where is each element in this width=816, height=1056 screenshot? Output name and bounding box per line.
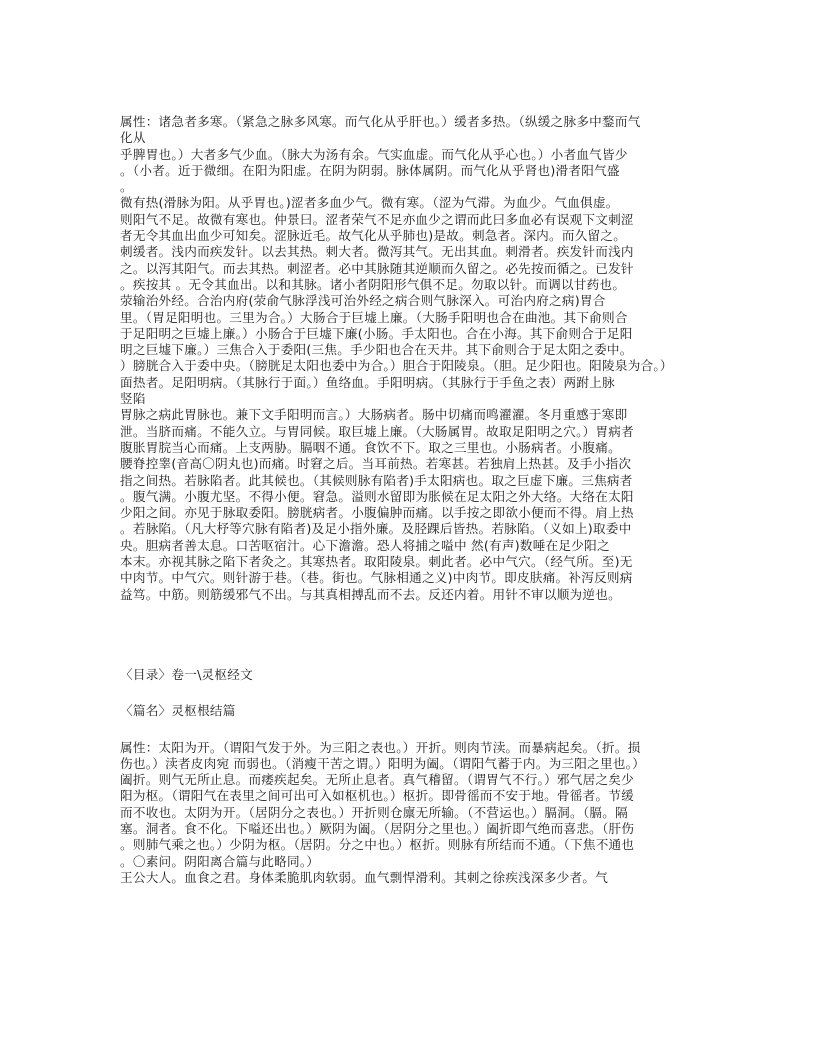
text-line: 。则肺气乘之也。）少阴为枢。（居阴。分之中也。）枢折。则脉有所结而不通。（下焦不通也 bbox=[120, 837, 635, 853]
text-line: ）膀胱合入于委中央。（膀胱足太阳也委中为合。）胆合于阳陵泉。（胆。足少阳也。阳陵泉为合。） bbox=[120, 358, 673, 374]
text-line: 泄。当脐而痛。不能久立。与胃同候。取巨墟上廉。（大肠属胃。故取足阳明之穴。）胃病者 bbox=[120, 423, 634, 439]
text-line: 荥输治外经。合治内府(荥俞气脉浮浅可治外经之病合则气脉深入。可治内府之病)胃合 bbox=[120, 293, 606, 309]
text-line: 阖折。则气无所止息。而痿疾起矣。无所止息者。真气稽留。（谓胃气不行。）邪气居之矣少 bbox=[120, 772, 634, 788]
text-line: 塞。洞者。食不化。下嗌还出也。）厥阴为阖。（居阴分之里也。）阖折即气绝而喜悲。（肝伤 bbox=[120, 820, 635, 836]
text-line: 。〇素问。阴阳离合篇与此略同。） bbox=[120, 853, 320, 869]
spacer bbox=[120, 683, 700, 703]
text-line: 指之间热。若脉陷者。此其候也。（其候则脉有陷者)手太阳病也。取之巨虚下廉。三焦病者 bbox=[120, 472, 633, 488]
text-line: 面热者。足阳明病。（其脉行于面。）鱼络血。手阳明病。（其脉行于手鱼之表）两跗上脉 bbox=[120, 374, 615, 390]
section-attributes-genjie bbox=[120, 740, 700, 887]
text-line: 央。胆病者善太息。口苦呕宿汁。心下澹澹。恐人将捕之嗌中 然(有声)数唾在足少阳之 bbox=[120, 537, 610, 553]
text-line: 胃脉之病此胃脉也。兼下文手阳明而言。）大肠病者。肠中切痛而鸣濯濯。冬月重感于寒即 bbox=[120, 407, 628, 423]
document-page bbox=[120, 114, 700, 886]
text-line: 腰脊控睾(音高〇阴丸也)而痛。时窘之后。当耳前热。若寒甚。若独肩上热甚。及手小指次 bbox=[120, 456, 632, 472]
section-attributes-mai bbox=[120, 114, 700, 603]
text-line: 少阳之间。亦见于脉取委阳。膀胱病者。小腹偏肿而痛。以手按之即欲小便而不得。肩上热 bbox=[120, 505, 634, 521]
text-line: 乎脾胃也。）大者多气少血。（脉大为汤有余。气实血虚。而气化从乎心也。）小者血气皆少 bbox=[120, 146, 628, 162]
text-line: 之。以泻其阳气。而去其热。刺涩者。必中其脉随其逆顺而久留之。必先按而循之。已发针 bbox=[120, 260, 634, 276]
text-line: 于足阳明之巨墟上廉。）小肠合于巨墟下廉(小肠。手太阳也。合在小海。其下俞则合于足阳 bbox=[120, 325, 633, 341]
text-line: 。腹气满。小腹尤坚。不得小便。窘急。溢则水留即为胀候在足太阳之外大络。大络在太阳 bbox=[120, 488, 634, 504]
text-line: 则阳气不足。故微有寒也。仲景曰。涩者荣气不足亦血少之谓而此曰多血必有误观下文刺涩 bbox=[120, 211, 634, 227]
text-line: 化从 bbox=[120, 130, 146, 146]
spacer bbox=[120, 603, 700, 667]
text-line: 阳为枢。（谓阳气在表里之间可出可入如枢机也。）枢折。即骨徭而不安于地。骨徭者。节缓 bbox=[120, 788, 634, 804]
text-line: 。若脉陷。（凡大杼等穴脉有陷者)及足小指外廉。及胫踝后皆热。若脉陷。（义如上)取委中 bbox=[120, 521, 632, 537]
text-line: 本末。亦视其脉之陷下者灸之。其寒热者。取阳陵泉。刺此者。必中气穴。（经气所。至)无 bbox=[120, 554, 633, 570]
text-line: 微有热(滑脉为阳。从乎胃也。)涩者多血少气。微有寒。（涩为气滞。为血少。气血俱虚。 bbox=[120, 195, 619, 211]
text-line: 。 bbox=[120, 179, 133, 195]
catalog-heading: 〈目录〉卷一\灵枢经文 bbox=[120, 666, 253, 682]
text-line: 王公大人。血食之君。身体柔脆肌肉软弱。血气剽悍滑利。其刺之徐疾浅深多少者。气 bbox=[120, 869, 609, 885]
text-line: 伤也。）渎者皮肉宛 而弱也。（消瘦干苦之谓。）阳明为阖。（谓阳气蓄于内。为三阳之里也。） bbox=[120, 755, 646, 771]
text-line: 属性：诸急者多寒。（紧急之脉多风寒。而气化从乎肝也。）缓者多热。（纵缓之脉多中鍪而气 bbox=[120, 114, 641, 129]
text-line: 益笃。中筋。则筋缓邪气不出。与其真相搏乱而不去。反还内着。用针不审以顺为逆也。 bbox=[120, 586, 621, 602]
text-line: 明之巨墟下廉。）三焦合入于委阳(三焦。手少阳也合在天井。其下俞则合于足太阳之委中。 bbox=[120, 342, 633, 358]
text-line: 刺缓者。浅内而疾发针。以去其热。刺大者。微泻其气。无出其血。刺滑者。疾发针而浅内 bbox=[120, 244, 634, 260]
text-line: 。（小者。近于微细。在阳为阳虚。在阴为阴弱。脉体属阴。而气化从乎肾也)滑者阳气盛 bbox=[120, 162, 620, 178]
chapter-heading: 〈篇名〉灵枢根结篇 bbox=[120, 703, 236, 719]
text-line: 竖陷 bbox=[120, 391, 146, 407]
text-line: 者无令其血出血少可知矣。涩脉近毛。故气化从乎肺也)是故。刺急者。深内。而久留之。 bbox=[120, 228, 627, 244]
text-line: 里。（胃足阳明也。三里为合。）大肠合于巨墟上廉。（大肠手阳明也合在曲池。其下俞则合 bbox=[120, 309, 628, 325]
text-line: 而不收也。太阴为开。（居阴分之表也。）开折则仓廪无所输。（不营运也。）膈洞。（膈。隔 bbox=[120, 804, 628, 820]
spacer bbox=[120, 720, 700, 740]
text-line: 腹胀胃脘当心而痛。上支两胁。膈咽不通。食饮不下。取之三里也。小肠病者。小腹痛。 bbox=[120, 439, 621, 455]
text-line: 。疾按其 。无令其血出。以和其脉。诸小者阴阳形气俱不足。勿取以针。而调以甘药也。 bbox=[120, 276, 626, 292]
text-line: 中肉节。中气穴。则针游于巷。（巷。街也。气脉相通之义)中肉节。即皮肤痛。补泻反则病 bbox=[120, 570, 633, 586]
text-line: 属性：太阳为开。（谓阳气发于外。为三阳之表也。）开折。则肉节渎。而暴病起矣。（折。损 bbox=[120, 739, 641, 755]
